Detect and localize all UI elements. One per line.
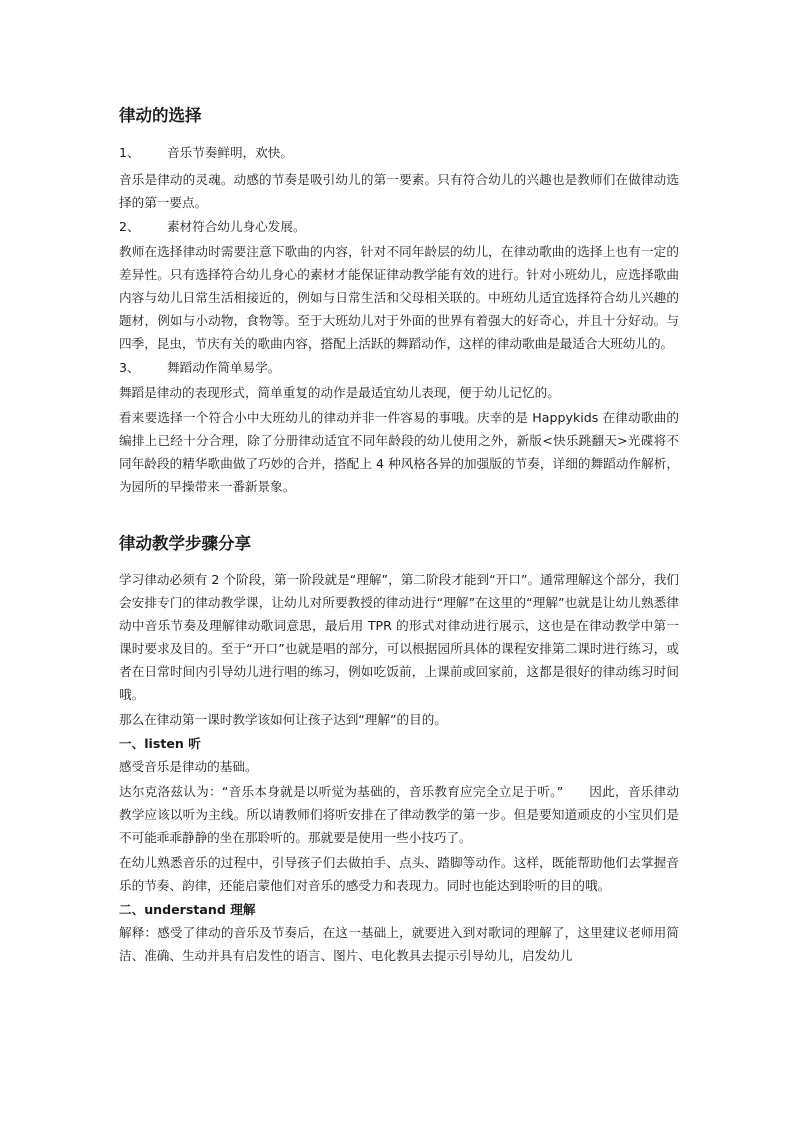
paragraph: 解释：感受了律动的音乐及节奏后，在这一基础上，就要进入到对歌词的理解了，这里建议老师用简洁、准确、生动并具有启发性的语言、图片、电化教具去提示引导幼儿，启发幼儿 <box>119 925 679 963</box>
list-number: 3、 <box>119 360 140 375</box>
paragraph: 舞蹈是律动的表现形式，简单重复的动作是最适宜幼儿表现，便于幼儿记忆的。 <box>119 385 560 400</box>
list-item-text: 舞蹈动作简单易学。 <box>167 360 281 375</box>
list-item-text: 音乐节奏鲜明，欢快。 <box>167 145 293 160</box>
list-number: 2、 <box>119 219 140 234</box>
list-item-text: 素材符合幼儿身心发展。 <box>167 219 306 234</box>
subheading-understand: 二、understand 理解 <box>119 902 256 917</box>
list-item <box>119 357 679 379</box>
section-title-teaching-steps: 律动教学步骤分享 <box>119 534 251 553</box>
section-title-rhythm-choice: 律动的选择 <box>119 106 202 125</box>
paragraph: 看来要选择一个符合小中大班幼儿的律动并非一件容易的事哦。庆幸的是 Happykids 在律动歌曲的编排上已经十分合理，除了分册律动适宜不同年龄段的幼儿使用之外，新版<快乐跳翻天>光碟将不同年龄段的精华歌曲做了巧妙的合并，搭配上 4 种风格各异的加强版的节奏，详细的舞蹈动作解析，为园所的早操带来一番新景象。 <box>119 410 679 494</box>
paragraph: 教师在选择律动时需要注意下歌曲的内容，针对不同年龄层的幼儿，在律动歌曲的选择上也有一定的差异性。只有选择符合幼儿身心的素材才能保证律动教学能有效的进行。针对小班幼儿，应选择歌曲内容与幼儿日常生活相接近的，例如与日常生活和父母相关联的。中班幼儿适宜选择符合幼儿兴趣的题材，例如与小动物，食物等。至于大班幼儿对于外面的世界有着强大的好奇心，并且十分好动。与四季，昆虫，节庆有关的歌曲内容，搭配上活跃的舞蹈动作，这样的律动歌曲是最适合大班幼儿的。 <box>119 244 679 351</box>
paragraph: 达尔克洛兹认为：“音乐本身就是以听觉为基础的，音乐教育应完全立足于听。” 因此，音乐律动教学应该以听为主线。所以请教师们将听安排在了律动教学的第一步。但是要知道顽皮的小宝贝们是不可能乖乖静静的坐在那聆听的。那就要是使用一些小技巧了。 <box>119 784 679 845</box>
paragraph: 音乐是律动的灵魂。动感的节奏是吸引幼儿的第一要素。只有符合幼儿的兴趣也是教师们在做律动选择的第一要点。 <box>119 172 679 210</box>
paragraph: 感受音乐是律动的基础。 <box>119 759 258 774</box>
list-item <box>119 216 679 238</box>
paragraph: 在幼儿熟悉音乐的过程中，引导孩子们去做拍手、点头、踏脚等动作。这样，既能帮助他们去掌握音乐的节奏、韵律，还能启蒙他们对音乐的感受力和表现力。同时也能达到聆听的目的哦。 <box>119 855 679 893</box>
paragraph: 那么在律动第一课时教学该如何让孩子达到“理解”的目的。 <box>119 712 447 727</box>
paragraph: 学习律动必须有 2 个阶段，第一阶段就是“理解”，第二阶段才能到“开口”。通常理解这个部分，我们会安排专门的律动教学课，让幼儿对所要教授的律动进行“理解”在这里的“理解”也就是让幼儿熟悉律动中音乐节奏及理解律动歌词意思，最后用 TPR 的形式对律动进行展示，这也是在律动教学中第一课时要求及目的。至于“开口”也就是唱的部分，可以根据园所具体的课程安排第二课时进行练习，或者在日常时间内引导幼儿进行唱的练习，例如吃饭前，上课前或回家前，这都是很好的律动练习时间哦。 <box>119 572 679 702</box>
subheading-listen: 一、listen 听 <box>119 736 201 751</box>
list-item <box>119 142 679 164</box>
list-number: 1、 <box>119 145 140 160</box>
document-body <box>119 104 679 967</box>
